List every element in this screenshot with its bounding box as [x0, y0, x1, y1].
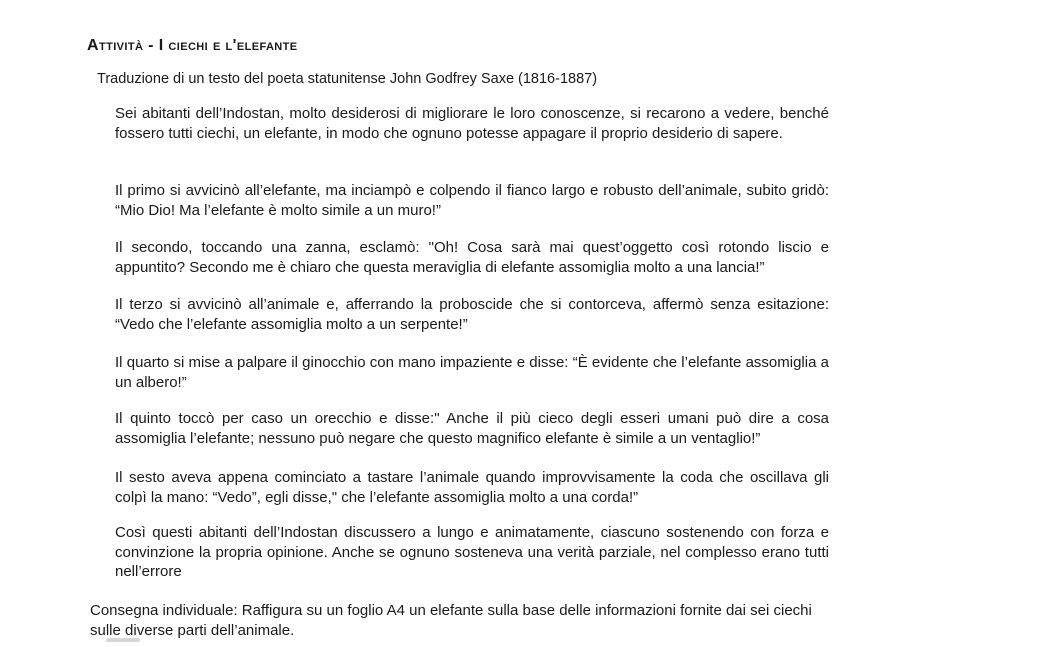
paragraph-fourth-blind-man: Il quarto si mise a palpare il ginocchio con mano impaziente e disse: “È evidente che l’elefante assomiglia a un albero!” — [115, 354, 829, 391]
document-body — [115, 0, 829, 647]
paragraph-sixth-blind-man: Il sesto aveva appena cominciato a tastare l’animale quando improvvisamente la coda che oscillava gli colpì la mano: “Vedo”, egli disse," che l’elefante assomiglia molto a una corda!” — [115, 469, 829, 506]
document-subtitle: Traduzione di un testo del poeta statunitense John Godfrey Saxe (1816-1887) — [97, 71, 598, 87]
paragraph-second-blind-man: Il secondo, toccando una zanna, esclamò: "Oh! Cosa sarà mai quest’oggetto così rotondo liscio e appuntito? Secondo me è chiaro che questa meraviglia di elefante assomiglia molto a una lancia!” — [115, 239, 829, 276]
paragraph-third-blind-man: Il terzo si avvicinò all’animale e, afferrando la proboscide che si contorceva, affermò senza esitazione: “Vedo che l’elefante assomiglia molto a un serpente!” — [115, 296, 829, 333]
paragraph-intro: Sei abitanti dell’Indostan, molto desiderosi di migliorare le loro conoscenze, si recarono a vedere, benché fossero tutti ciechi, un elefante, in modo che ognuno potesse appagare il proprio desiderio di sapere. — [115, 105, 829, 142]
assignment-text: Consegna individuale: Raffigura su un foglio A4 un elefante sulla base delle informazioni fornite dai sei ciechi sulle diverse parti dell’animale. — [90, 602, 812, 639]
paragraph-first-blind-man: Il primo si avvicinò all’elefante, ma inciampò e colpendo il fianco largo e robusto dell’animale, subito gridò: “Mio Dio! Ma l’elefante è molto simile a un muro!” — [115, 182, 829, 219]
cropped-next-line-artifact — [106, 638, 140, 642]
paragraph-fifth-blind-man: Il quinto toccò per caso un orecchio e disse:" Anche il più cieco degli esseri umani può dire a cosa assomiglia l’elefante; nessuno può negare che questo magnifico elefante è simile a un ventaglio!” — [115, 410, 829, 447]
paragraph-conclusion: Così questi abitanti dell’Indostan discussero a lungo e animatamente, ciascuno sostenendo con forza e convinzione la propria opinione. Anche se ognuno sosteneva una verità parziale, nel complesso erano tutti nell’errore — [115, 524, 829, 580]
document-title: Attività - I ciechi e l'elefante — [87, 36, 298, 54]
